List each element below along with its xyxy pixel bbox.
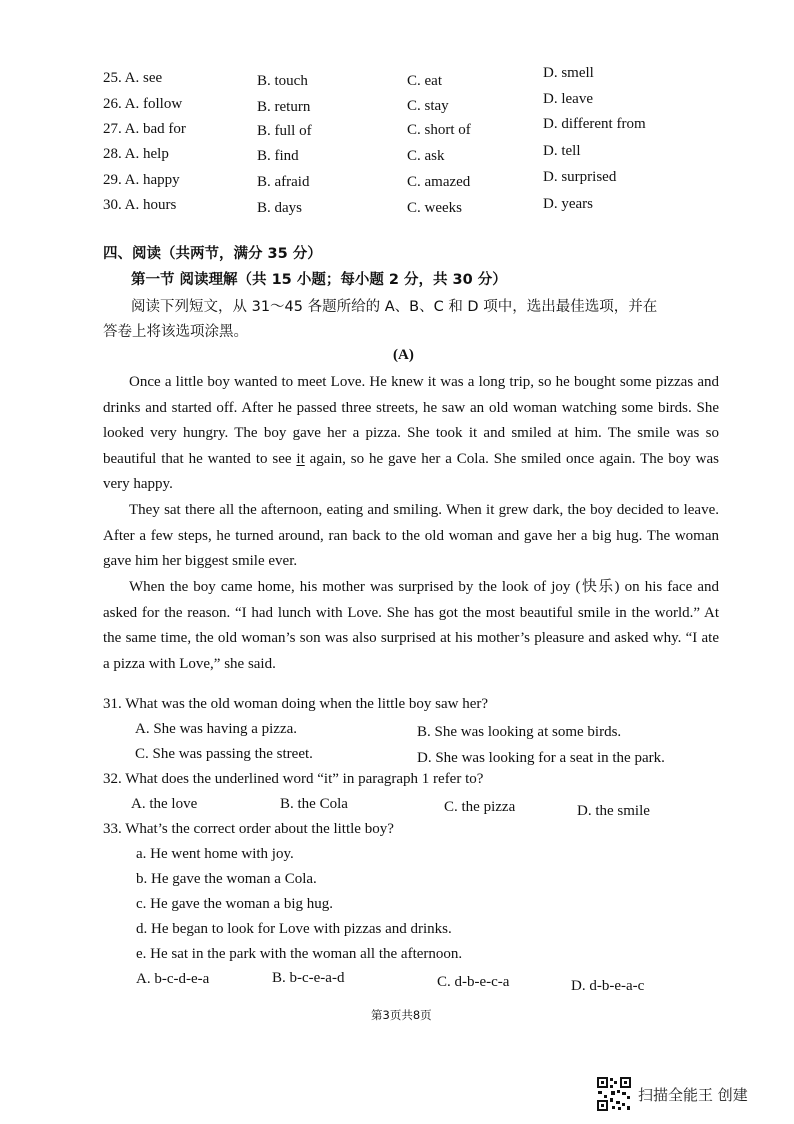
question-31-option-d: D. She was looking for a seat in the park. xyxy=(417,750,665,766)
question-33-option-d: D. d-b-e-a-c xyxy=(571,978,645,994)
underlined-word: it xyxy=(296,450,305,467)
option-25-b: B. touch xyxy=(257,73,308,89)
option-26-b: B. return xyxy=(257,99,311,115)
option-26-a: 26. A. follow xyxy=(103,96,183,112)
passage-label: (A) xyxy=(393,347,414,363)
passage-paragraph-3 xyxy=(103,575,719,677)
option-27-b: B. full of xyxy=(257,123,312,139)
passage-paragraph-2 xyxy=(103,498,719,575)
section-instruction-line2: 答卷上将该选项涂黑。 xyxy=(103,324,248,340)
option-30-c: C. weeks xyxy=(407,200,462,216)
qr-code-icon xyxy=(596,1076,632,1112)
question-33-option-a: A. b-c-d-e-a xyxy=(136,971,210,987)
passage-p1-text-end: again, so he gave her a Cola. She smiled once again. The boy was very happy. xyxy=(103,450,719,493)
option-28-a: 28. A. help xyxy=(103,146,169,162)
question-32-option-d: D. the smile xyxy=(577,803,650,819)
question-31-stem: 31. What was the old woman doing when the little boy saw her? xyxy=(103,696,489,712)
question-31-option-b: B. She was looking at some birds. xyxy=(417,724,622,740)
option-26-c: C. stay xyxy=(407,98,449,114)
question-33-item-a: a. He went home with joy. xyxy=(136,846,294,862)
question-31-option-c: C. She was passing the street. xyxy=(135,746,313,762)
section-subheading: 第一节 阅读理解（共 15 小题；每小题 2 分，共 30 分） xyxy=(131,272,507,288)
section-heading: 四、阅读（共两节，满分 35 分） xyxy=(103,246,322,262)
question-32-option-b: B. the Cola xyxy=(280,796,348,812)
option-30-b: B. days xyxy=(257,200,302,216)
question-32-stem: 32. What does the underlined word “it” in paragraph 1 refer to? xyxy=(103,771,484,787)
question-33-item-e: e. He sat in the park with the woman all the afternoon. xyxy=(136,946,463,962)
page-number: 第3页共8页 xyxy=(371,1008,432,1022)
option-29-d: D. surprised xyxy=(543,169,617,185)
option-28-b: B. find xyxy=(257,148,299,164)
option-27-a: 27. A. bad for xyxy=(103,121,186,137)
question-33-item-c: c. He gave the woman a big hug. xyxy=(136,896,334,912)
passage-paragraph-1 xyxy=(103,370,719,498)
option-28-c: C. ask xyxy=(407,148,445,164)
question-33-item-d: d. He began to look for Love with pizzas and drinks. xyxy=(136,921,452,937)
question-33-option-b: B. b-c-e-a-d xyxy=(272,970,345,986)
question-32-option-a: A. the love xyxy=(131,796,198,812)
question-33-item-b: b. He gave the woman a Cola. xyxy=(136,871,317,887)
passage-p1-text: Once a little boy wanted to meet Love. He knew it was a long trip, so he bought some pizzas and drinks and started off. After he passed three streets, he saw an old woman watching some birds. She looked very hungry. The boy gave her a pizza. She took it and smiled at him. The smile was so beautiful that he wanted to see xyxy=(103,374,719,467)
option-30-d: D. years xyxy=(543,196,593,212)
option-28-d: D. tell xyxy=(543,143,581,159)
option-29-a: 29. A. happy xyxy=(103,172,180,188)
passage-p3-text: When the boy came home, his mother was surprised by the look of joy (快乐) on his face and asked for the reason. “I had lunch with Love. She has got the most beautiful smile in the world.” At the same time, the old woman’s son was also surprised at his mother’s pleasure and asked why. “I ate a pizza with Love,” she said. xyxy=(103,579,719,672)
passage-p2-text: They sat there all the afternoon, eating and smiling. When it grew dark, the boy decided to leave. After a few steps, he turned around, ran back to the old woman and gave her a big hug. The woman gave him her biggest smile ever. xyxy=(103,502,719,570)
option-25-a: 25. A. see xyxy=(103,70,163,86)
question-33-option-c: C. d-b-e-c-a xyxy=(437,974,510,990)
option-27-c: C. short of xyxy=(407,122,471,138)
question-32-option-c: C. the pizza xyxy=(444,799,516,815)
option-26-d: D. leave xyxy=(543,91,593,107)
scanner-watermark-text: 扫描全能王 创建 xyxy=(638,1086,748,1104)
option-25-c: C. eat xyxy=(407,73,442,89)
question-31-option-a: A. She was having a pizza. xyxy=(135,721,298,737)
option-29-b: B. afraid xyxy=(257,174,310,190)
option-29-c: C. amazed xyxy=(407,174,471,190)
option-27-d: D. different from xyxy=(543,116,646,132)
question-33-stem: 33. What’s the correct order about the little boy? xyxy=(103,821,394,837)
option-25-d: D. smell xyxy=(543,65,594,81)
option-30-a: 30. A. hours xyxy=(103,197,177,213)
section-instruction-line1: 阅读下列短文，从 31～45 各题所给的 A、B、C 和 D 项中，选出最佳选项，并在 xyxy=(131,299,658,315)
